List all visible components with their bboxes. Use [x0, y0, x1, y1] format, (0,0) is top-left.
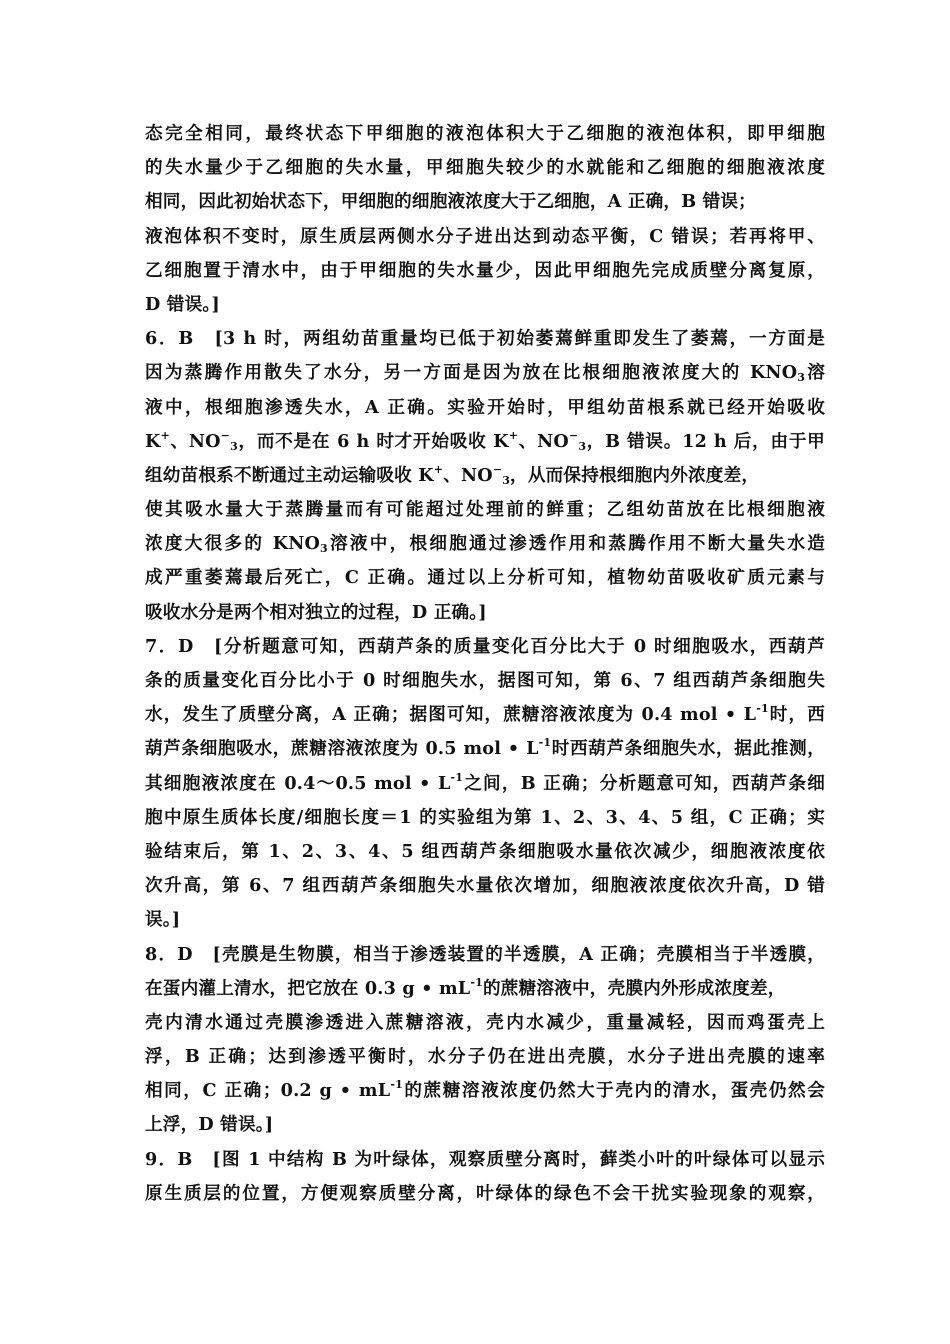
- text-line: 浮，B 正确；达到渗透平衡时，水分子仍在进出壳膜，水分子进出壳膜的速率: [145, 1046, 825, 1068]
- text-line: 乙细胞置于清水中，由于甲细胞的失水量少，因此甲细胞先完成质壁分离复原，: [145, 259, 825, 281]
- text-line: 使其吸水量大于蒸腾量而有可能超过处理前的鲜重；乙组幼苗放在比根细胞液: [145, 499, 825, 521]
- text-line: 8．D [壳膜是生物膜，相当于渗透装置的半透膜，A 正确；壳膜相当于半透膜，: [145, 943, 825, 965]
- text-line: 上浮，D 错误。]: [145, 1114, 274, 1136]
- text-line: 其细胞液浓度在 0.4～0.5 mol • $L^{-1}$之间，B 正确；分析题意可知，西葫芦条细: [145, 770, 825, 794]
- text-line: 葫芦条细胞吸水，蔗糖溶液浓度为 0.5 mol • $L^{-1}$时西葫芦条细胞失水，据此推测，: [145, 736, 825, 760]
- text-line: 液泡体积不变时，原生质层两侧水分子进出达到动态平衡，C 错误；若再将甲、: [145, 225, 825, 247]
- text-line: K+、$NO^-_3$，而不是在 6 h 时才开始吸收 K+、$NO^-_3$，B 错误。12 h 后，由于甲: [145, 428, 825, 453]
- text-line: 的失水量少于乙细胞的失水量，甲细胞失较少的水就能和乙细胞的细胞液浓度: [145, 157, 825, 179]
- text-line: 验结束后，第 1、2、3、4、5 组西葫芦条细胞吸水量依次减少，细胞液浓度依: [145, 840, 825, 862]
- text-line: 水，发生了质壁分离，A 正确；据图可知，蔗糖溶液浓度为 0.4 mol • $L^{-1}$时，西: [145, 702, 825, 726]
- text-line: 误。]: [145, 909, 181, 931]
- text-line: 吸收水分是两个相对独立的过程，D 正确。]: [145, 601, 487, 623]
- text-line: 6．B [3 h 时，两组幼苗重量均已低于初始萎蔫鲜重即发生了萎蔫，一方面是: [145, 328, 825, 350]
- text-line: 因为蒸腾作用散失了水分，另一方面是因为放在比根细胞液浓度大的 $KNO_3$溶: [145, 362, 825, 385]
- text-line: 成严重萎蔫最后死亡，C 正确。通过以上分析可知，植物幼苗吸收矿质元素与: [145, 567, 825, 589]
- text-line: 相同，C 正确；0.2 g • $mL^{-1}$的蔗糖溶液浓度仍然大于壳内的清水，蛋壳仍然会: [145, 1078, 825, 1102]
- text-line: 胞中原生质体长度/细胞长度＝1 的实验组为第 1、2、3、4、5 组，C 正确；实: [145, 806, 825, 828]
- text-line: 态完全相同，最终状态下甲细胞的液泡体积大于乙细胞的液泡体积，即甲细胞: [145, 123, 825, 144]
- text-line: 浓度大很多的 $KNO_3$溶液中，根细胞通过渗透作用和蒸腾作用不断大量失水造: [145, 533, 825, 556]
- text-line: 次升高，第 6、7 组西葫芦条细胞失水量依次增加，细胞液浓度依次升高，D 错: [145, 875, 825, 897]
- text-line: 原生质层的位置，方便观察质壁分离，叶绿体的绿色不会干扰实验现象的观察，: [145, 1182, 825, 1204]
- text-line: 液中，根细胞渗透失水，A 正确。实验开始时，甲组幼苗根系就已经开始吸收: [145, 396, 825, 418]
- text-line: 壳内清水通过壳膜渗透进入蔗糖溶液，壳内水减少，重量减轻，因而鸡蛋壳上: [145, 1011, 825, 1033]
- text-line: 相同，因此初始状态下，甲细胞的细胞液浓度大于乙细胞，A 正确，B 错误；: [145, 191, 756, 213]
- text-line: 条的质量变化百分比小于 0 时细胞失水，据图可知，第 6、7 组西葫芦条细胞失: [145, 670, 825, 691]
- text-line: 组幼苗根系不断通过主动运输吸收 K+、$NO^-_3$，从而保持根细胞内外浓度差，: [145, 462, 760, 487]
- document-body: [145, 117, 825, 1211]
- text-line: 在蛋内灌上清水，把它放在 0.3 g • $mL^{-1}$的蔗糖溶液中，壳膜内外形成浓度差，: [145, 975, 786, 999]
- text-line: 7．D [分析题意可知，西葫芦条的质量变化百分比大于 0 时细胞吸水，西葫芦: [145, 635, 825, 657]
- text-line: D 错误。]: [145, 293, 220, 315]
- text-line: 9．B [图 1 中结构 B 为叶绿体，观察质壁分离时，藓类小叶的叶绿体可以显示: [145, 1148, 825, 1170]
